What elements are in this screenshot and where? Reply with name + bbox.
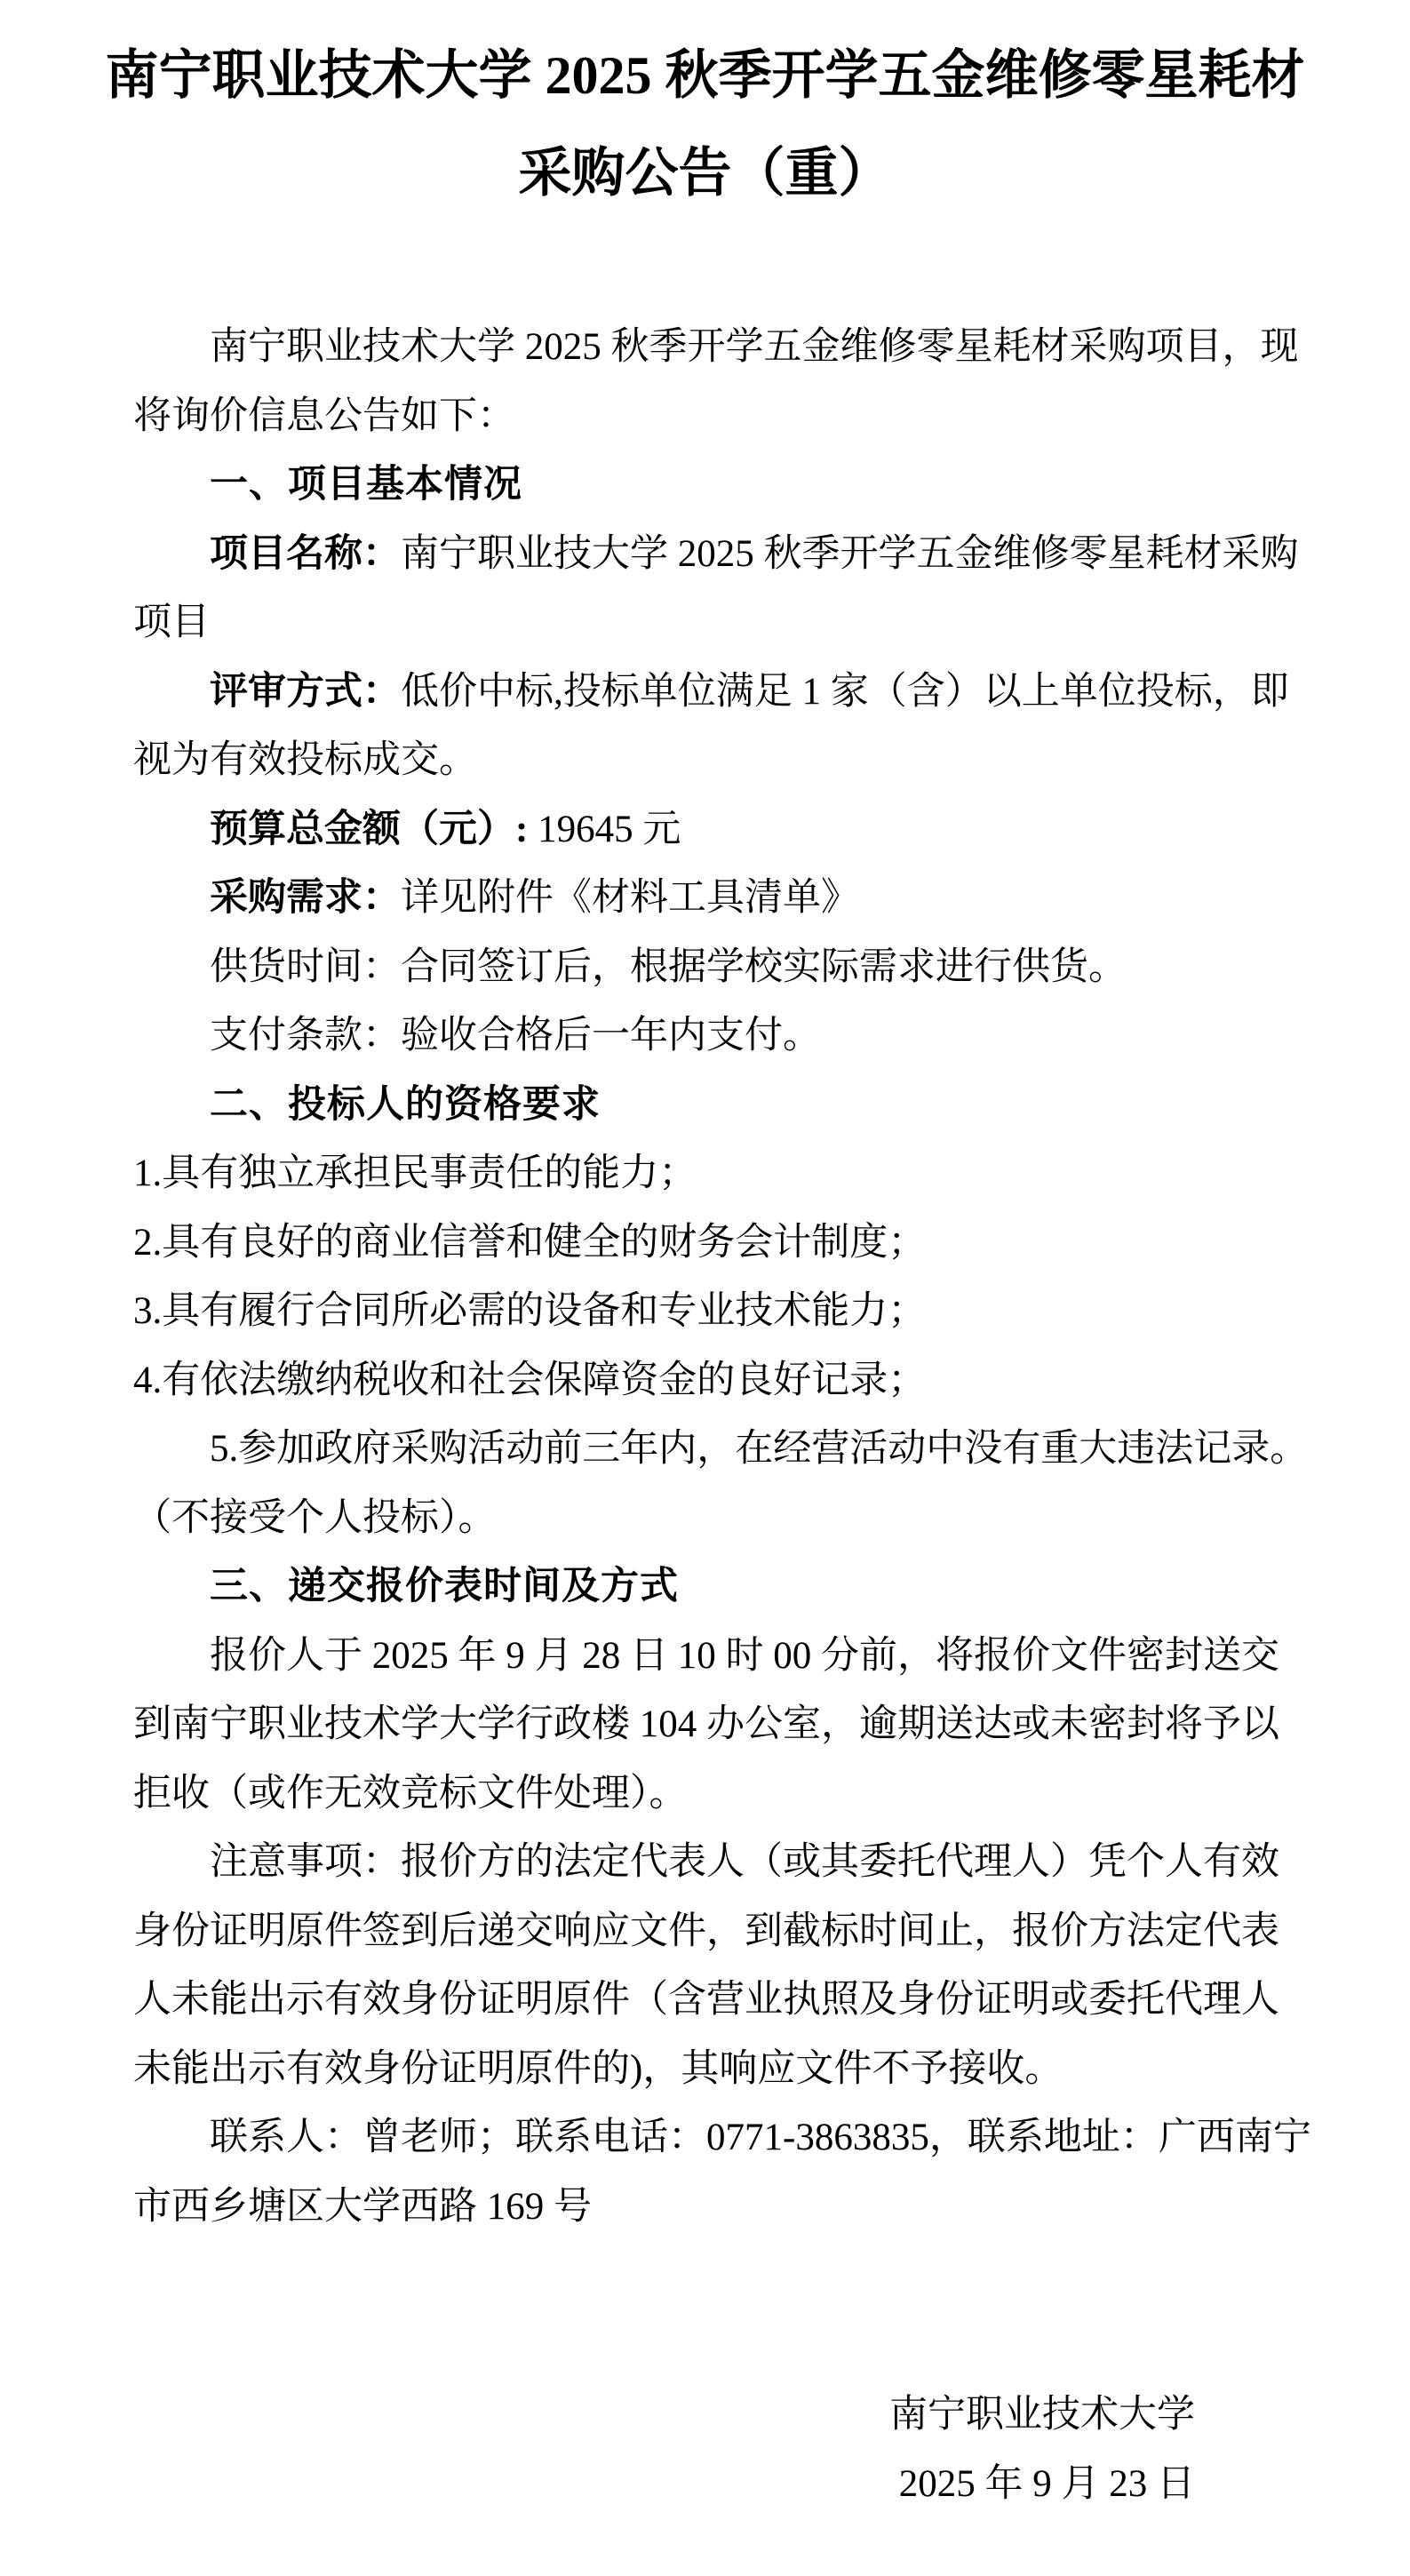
text: 身份证明原件签到后递交响应文件，到截标时间止，报价方法定代表 [133,1910,1279,1952]
text: 2.具有良好的商业信誉和健全的财务会计制度； [133,1221,927,1264]
submission-line-3 [133,1759,1290,1829]
text: 项目 [133,602,210,643]
qualification-item-1 [133,1139,1290,1208]
submission-line-2 [133,1690,1290,1759]
label: 三、递交报价表时间及方式 [210,1565,679,1607]
text: 南宁职业技大学 2025 秋季开学五金维修零星耗材采购 [401,532,1299,575]
document-body [0,313,1410,2241]
text: 4.有依法缴纳税收和社会保障资金的良好记录； [133,1359,927,1401]
contact-line-1 [133,2103,1311,2173]
text: 视为有效投标成交。 [133,739,477,781]
text: 低价中标,投标单位满足 1 家（含）以上单位投标，即 [401,670,1289,713]
budget-total-line [133,795,1290,865]
section-2-heading [133,1071,1290,1140]
text: （不接受个人投标）。 [133,1496,497,1539]
text: 报价人于 2025 年 9 月 28 日 10 时 00 分前，将报价文件密封送交 [210,1634,1279,1677]
section-1-heading [133,451,1290,520]
text: 到南宁职业技术学大学行政楼 104 办公室，逾期送达或未密封将予以 [133,1703,1279,1745]
document-title [0,0,1410,222]
text: 支付条款：验收合格后一年内支付。 [210,1015,821,1057]
qualification-item-5-line-1 [133,1415,1309,1484]
text: 将询价信息公告如下： [133,395,515,437]
text: 供货时间：合同签订后，根据学校实际需求进行供货。 [210,945,1127,988]
project-name-line-1 [133,520,1299,589]
contact-line-2 [133,2173,1290,2242]
notice-line-4 [133,2035,1290,2104]
submission-line-1 [133,1622,1290,1691]
text: 5.参加政府采购活动前三年内，在经营活动中没有重大违法记录。 [210,1428,1309,1470]
label: 预算总金额（元）: [210,808,538,850]
intro-line-2 [133,382,1290,451]
text: 注意事项：报价方的法定代表人（或其委托代理人）凭个人有效 [210,1841,1279,1883]
qualification-item-3 [133,1277,1290,1346]
qualification-item-4 [133,1346,1290,1416]
notice-line-3 [133,1966,1290,2035]
supply-time-line [133,933,1290,1002]
text: 联系人：曾老师；联系电话：0771-3863835，联系地址：广西南宁 [210,2117,1311,2158]
section-3-heading [133,1552,1290,1622]
procurement-demand-line [133,864,1290,933]
footer-signature: 南宁职业技术大学 [889,2394,1195,2436]
review-method-line-1 [133,658,1290,727]
text: 市西乡塘区大学西路 169 号 [133,2185,592,2228]
text: 拒收（或作无效竞标文件处理）。 [133,1772,688,1814]
project-name-line-2 [133,588,1290,658]
label: 项目名称： [210,532,401,575]
notice-line-1 [133,1828,1290,1897]
qualification-item-2 [133,1208,1290,1278]
intro-line-1 [133,313,1299,382]
qualification-item-5-line-2 [133,1484,1290,1553]
label: 评审方式： [210,670,401,713]
text: 未能出示有效身份证明原件的)，其响应文件不予接收。 [133,2047,1063,2090]
label: 二、投标人的资格要求 [210,1082,601,1126]
notice-line-2 [133,1897,1290,1966]
text: 详见附件《材料工具清单》 [401,877,859,919]
document-footer [0,2381,1410,2518]
text: 南宁职业技术大学 2025 秋季开学五金维修零星耗材采购项目，现 [210,326,1299,368]
text: 1.具有独立承担民事责任的能力； [133,1152,697,1194]
label: 一、项目基本情况 [210,463,522,506]
title-line-2: 采购公告（重） [518,144,892,203]
label: 采购需求： [210,877,401,919]
text: 人未能出示有效身份证明原件（含营业执照及身份证明或委托代理人 [133,1979,1279,2021]
footer-date: 2025 年 9 月 23 日 [898,2462,1195,2505]
text: 19645 元 [538,808,681,850]
title-line-1: 南宁职业技术大学 2025 秋季开学五金维修零星耗材 [105,46,1305,105]
payment-terms-line [133,1001,1290,1071]
text: 3.具有履行合同所必需的设备和专业技术能力； [133,1290,927,1332]
review-method-line-2 [133,726,1290,795]
